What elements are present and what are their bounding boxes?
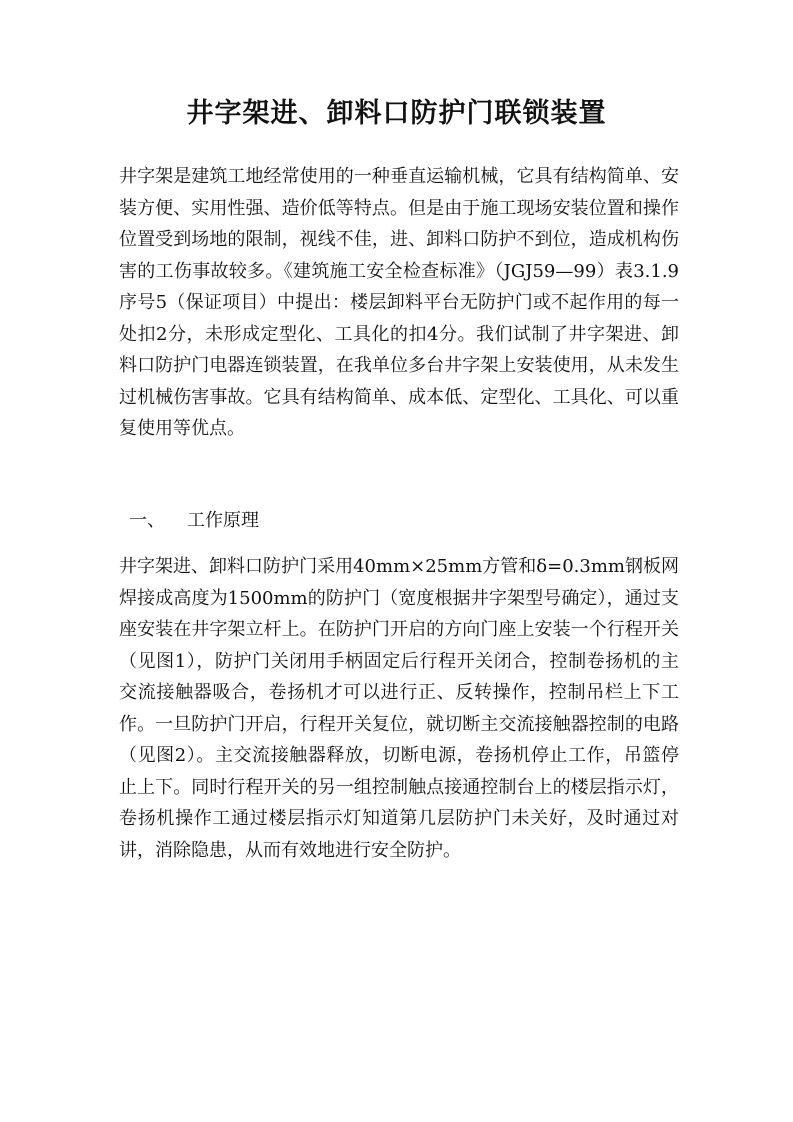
section-title: 工作原理 bbox=[187, 510, 259, 531]
section-heading bbox=[119, 505, 259, 537]
document-title: 井字架进、卸料口防护门联锁装置 bbox=[186, 98, 607, 129]
intro-paragraph: 井字架是建筑工地经常使用的一种垂直运输机械，它具有结构简单、安装方便、实用性强、造价低等特点。但是由于施工现场安装位置和操作位置受到场地的限制，视线不佳，进、卸料口防护不到位，造成机构伤害的工伤事故较多。《建筑施工安全检查标准》（JGJ59—99）表3.1.9序号5（保证项目）中提出：楼层卸料平台无防护门或不起作用的每一处扣2分，未形成定型化、工具化的扣4分。我们试制了井字架进、卸料口防护门电器连锁装置，在我单位多台井字架上安装使用，从未发生过机械伤害事故。它具有结构简单、成本低、定型化、工具化、可以重复使用等优点。 bbox=[119, 166, 679, 439]
section-paragraph: 井字架进、卸料口防护门采用40mm×25mm方管和δ=0.3mm钢板网焊接成高度为1500mm的防护门（宽度根据井字架型号确定），通过支座安装在井字架立杆上。在防护门开启的方向门座上安装一个行程开关（见图1），防护门关闭用手柄固定后行程开关闭合，控制卷扬机的主交流接触器吸合，卷扬机才可以进行正、反转操作，控制吊栏上下工作。一旦防护门开启，行程开关复位，就切断主交流接触器控制的电路（见图2）。主交流接触器释放，切断电源，卷扬机停止工作，吊篮停止上下。同时行程开关的另一组控制触点接通控制台上的楼层指示灯，卷扬机操作工通过楼层指示灯知道第几层防护门未关好，及时通过对讲，消除隐患，从而有效地进行安全防护。 bbox=[119, 556, 679, 861]
section-number: 一、 bbox=[129, 510, 165, 531]
